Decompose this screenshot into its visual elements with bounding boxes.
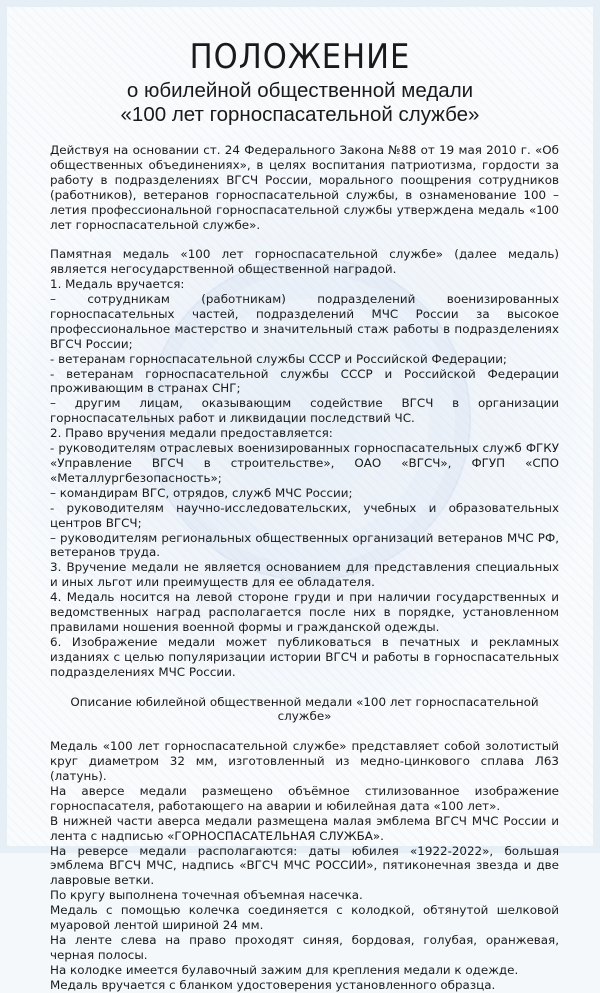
- subtitle-line-2: «100 лет горноспасательной службе»: [120, 103, 480, 126]
- description-paragraph: На реверсе медали располагаются: даты юбилея «1922-2022», большая эмблема ВГСЧ МЧС, надпись «ВГСЧ МЧС РОССИИ», пятиконечная звезда и две лавровые ветки.: [50, 843, 559, 888]
- document-body: [7, 143, 593, 993]
- spacer: [50, 680, 559, 695]
- spacer: [50, 724, 559, 739]
- description-paragraph: На колодке имеется булавочный зажим для крепления медали к одежде.: [50, 962, 519, 977]
- description-paragraph: Медаль «100 лет горноспасательной службе» представляет собой золотистый круг диаметром 32 мм, изготовленный из медно-цинкового сплава Л63 (латунь).: [50, 739, 559, 784]
- body-paragraph: 2. Право вручения медали предоставляется:: [50, 426, 333, 441]
- body-paragraph: – сотрудникам (работникам) подразделений военизированных горноспасательных частей, подразделений МЧС России за высокое профессиональное мастерство и значительный стаж работы в подразделениях ВГСЧ России;: [50, 292, 559, 351]
- spacer: [50, 232, 559, 247]
- body-paragraph: 3. Вручение медали не является основанием для представления специальных и иных льгот или преимуществ для ее обладателя.: [50, 560, 559, 590]
- body-paragraph: - ветеранам горноспасательной службы СССР и Российской Федерации проживающим в странах СНГ;: [50, 366, 559, 396]
- description-heading: Описание юбилейной общественной медали «100 лет горноспасательной службе»: [70, 694, 539, 724]
- body-paragraph: – руководителям региональных общественных организаций ветеранов МЧС РФ, ветеранов труда.: [50, 530, 559, 560]
- body-paragraph: 6. Изображение медали может публиковаться в печатных и рекламных изданиях с целью популяризации истории ВГСЧ и работы в горноспасательных подразделениях МЧС России.: [50, 634, 559, 679]
- description-paragraph: По кругу выполнена точечная объемная насечка.: [50, 888, 363, 903]
- body-paragraph: - ветеранам горноспасательной службы СССР и Российской Федерации;: [50, 351, 507, 366]
- page-title: ПОЛОЖЕНИЕ: [189, 37, 411, 77]
- intro-paragraph: Действуя на основании ст. 24 Федерального Закона №88 от 19 мая 2010 г. «Об общественных объединениях», в целях воспитания патриотизма, гордости за работу в подразделениях ВГСЧ России, морального поощрения сотрудников (работников), ветеранов горноспасательной службы, в ознаменование 100 – летия профессиональной горноспасательной службы утверждена медаль «100 лет горноспасательной службе».: [50, 143, 559, 232]
- description-paragraph: В нижней части аверса медали размещена малая эмблема ВГСЧ МЧС России и лента с надписью «ГОРНОСПАСАТЕЛЬНАЯ СЛУЖБА».: [50, 813, 559, 843]
- description-paragraph: Медаль с помощью колечка соединяется с колодкой, обтянутой шелковой муаровой лентой шириной 24 мм.: [50, 903, 559, 933]
- subtitle-line-1: о юбилейной общественной медали: [126, 79, 474, 102]
- body-paragraph: - руководителям отраслевых военизированных горноспасательных служб ФГКУ «Управление ВГСЧ в строительстве», ОАО «ВГСЧ», ФГУП «СПО «Металлургбезопасность»;: [50, 441, 559, 485]
- description-paragraph: На аверсе медали размещено объёмное стилизованное изображение горноспасателя, работающего на аварии и юбилейная дата «100 лет».: [50, 783, 559, 813]
- body-paragraph: - руководителям научно-исследовательских, учебных и образовательных центров ВГСЧ;: [50, 500, 559, 530]
- subtitle: [7, 79, 593, 127]
- description-paragraph: Медаль вручается с бланком удостоверения установленного образца.: [50, 977, 496, 992]
- body-paragraph: – другим лицам, оказывающим содействие ВГСЧ в организации горноспасательных работ и ликвидации последствий ЧС.: [50, 396, 559, 426]
- description-paragraph: На ленте слева на право проходят синяя, бордовая, голубая, оранжевая, черная полосы.: [50, 932, 559, 962]
- body-paragraph: – командирам ВГС, отрядов, служб МЧС России;: [50, 485, 353, 500]
- body-paragraph: Памятная медаль «100 лет горноспасательной службе» (далее медаль) является негосударственной общественной наградой.: [50, 247, 559, 277]
- body-paragraph: 4. Медаль носится на левой стороне груди и при наличии государственных и ведомственных наград располагается после них в порядке, установленном правилами ношения военной формы и гражданской одежды.: [50, 590, 559, 634]
- body-paragraph: 1. Медаль вручается:: [50, 277, 185, 292]
